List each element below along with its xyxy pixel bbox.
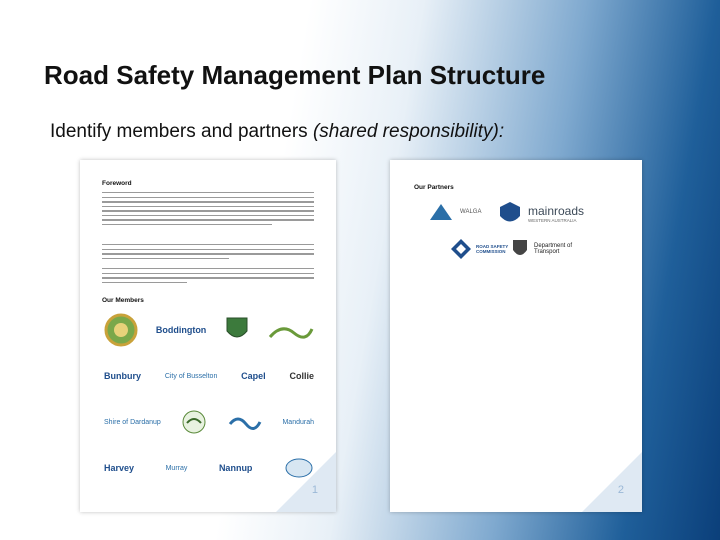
police-badge-icon xyxy=(498,200,522,228)
slide-title: Road Safety Management Plan Structure xyxy=(44,60,546,90)
member-logo-harvey xyxy=(104,463,134,473)
members-heading: Our Members xyxy=(102,297,144,304)
member-logo-mandurah xyxy=(282,419,314,426)
member-label: Mandurah xyxy=(282,418,314,426)
member-logo-capel xyxy=(241,371,266,381)
member-label: Murray xyxy=(165,464,188,472)
partner-sublabel: WESTERN AUSTRALIA xyxy=(528,218,577,223)
foreword-text-block xyxy=(102,192,314,229)
member-label: Nannup xyxy=(218,463,253,473)
member-logo-busselton xyxy=(165,373,218,380)
partner-label: ROAD SAFETY COMMISSION xyxy=(476,244,509,254)
partner-label: WALGA xyxy=(460,209,482,215)
member-label: Collie xyxy=(289,371,314,381)
partner-police xyxy=(498,200,522,233)
page-number: 1 xyxy=(311,484,318,496)
bird-icon xyxy=(181,409,207,435)
subtitle-italic-text: (shared responsibility): xyxy=(312,121,505,142)
page-fold xyxy=(582,452,642,512)
partner-transport xyxy=(510,238,584,260)
member-label: Boddington xyxy=(155,325,207,335)
partner-mainroads xyxy=(528,204,584,223)
member-label: City of Busselton xyxy=(164,372,218,380)
member-label: Bunbury xyxy=(104,371,141,381)
document-page-2 xyxy=(390,160,642,512)
page-number: 2 xyxy=(617,484,624,496)
member-label: Harvey xyxy=(104,463,135,473)
logo-row xyxy=(104,356,314,396)
foreword-text-block-2 xyxy=(102,244,314,262)
partner-label: Department of Transport xyxy=(534,243,573,255)
subtitle-text: Identify members and partners xyxy=(50,121,313,142)
landscape-icon xyxy=(268,317,314,343)
member-logo-murray xyxy=(166,465,188,472)
member-logo-nannup xyxy=(219,463,253,473)
crest-icon xyxy=(224,315,250,345)
member-logo-dardanup xyxy=(104,419,161,426)
page-fold xyxy=(276,452,336,512)
partner-label: mainroads xyxy=(528,204,585,218)
shire-seal-icon xyxy=(104,313,138,347)
wave-icon xyxy=(228,412,262,432)
member-logo-boddington xyxy=(156,325,206,335)
foreword-text-block-3 xyxy=(102,268,314,286)
member-logo-collie xyxy=(289,371,314,381)
document-page-1 xyxy=(80,160,336,512)
wa-crest-icon xyxy=(510,238,530,260)
slide-subtitle xyxy=(50,121,504,143)
foreword-heading: Foreword xyxy=(102,180,132,187)
member-logo-bunbury xyxy=(104,371,141,381)
member-logo-crest xyxy=(224,315,250,345)
road-safety-icon xyxy=(450,238,472,260)
member-logo-bird xyxy=(181,409,207,435)
logo-row xyxy=(104,310,314,350)
member-logo-wave xyxy=(228,412,262,432)
member-logo-seal xyxy=(104,313,138,347)
partner-walga xyxy=(428,202,481,222)
walga-mark-icon xyxy=(428,202,454,222)
member-logo-bridgetown xyxy=(268,317,314,343)
logo-row xyxy=(104,402,314,442)
member-label: Shire of Dardanup xyxy=(104,418,161,426)
member-label: Capel xyxy=(241,371,266,381)
partners-heading: Our Partners xyxy=(414,184,454,191)
